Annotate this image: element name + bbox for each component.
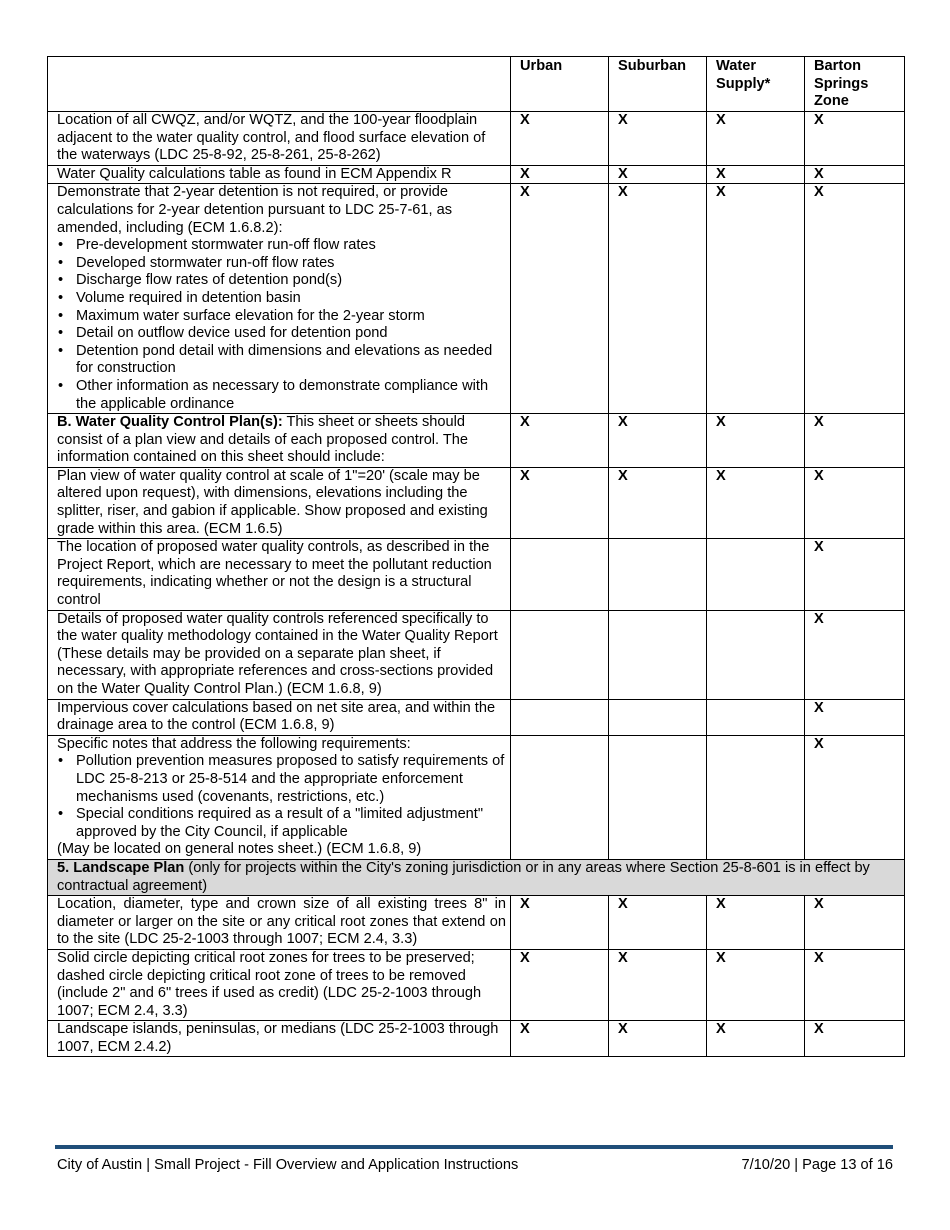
mark-water-supply: X xyxy=(707,165,805,184)
row-description xyxy=(48,414,511,468)
bullet-item: • Detention pond detail with dimensions and elevations as needed for construction xyxy=(76,343,506,378)
mark-barton-springs: X xyxy=(805,896,905,950)
requirements-table xyxy=(47,56,905,1057)
mark-barton-springs: X xyxy=(805,165,905,184)
bullet-item: • Special conditions required as a result of a "limited adjustment" approved by the City Council, if applicable xyxy=(76,806,506,841)
header-barton-springs: Barton Springs Zone xyxy=(805,57,905,112)
header-blank xyxy=(48,57,511,112)
mark-water-supply xyxy=(707,539,805,610)
mark-barton-springs: X xyxy=(805,467,905,538)
mark-water-supply xyxy=(707,699,805,735)
mark-suburban xyxy=(609,735,707,859)
section-title: 5. Landscape Plan xyxy=(57,859,185,876)
row-note: (May be located on general notes sheet.) (ECM 1.6.8, 9) xyxy=(57,841,422,858)
row-description: Location of all CWQZ, and/or WQTZ, and the 100-year floodplain adjacent to the water quality control, and flood surface elevation of the waterways (LDC 25-8-92, 25-8-261, 25-8-262) xyxy=(48,112,511,166)
row-description: Solid circle depicting critical root zones for trees to be preserved; dashed circle depicting critical root zone of trees to be removed (include 2" and 6" trees if used as credit) (LDC 25-2-1003 through 1007; ECM 2.4, 3.3) xyxy=(48,949,511,1020)
mark-urban xyxy=(511,699,609,735)
table-row xyxy=(48,467,905,538)
mark-suburban: X xyxy=(609,949,707,1020)
mark-water-supply: X xyxy=(707,414,805,468)
row-description: Landscape islands, peninsulas, or medians (LDC 25-2-1003 through 1007, ECM 2.4.2) xyxy=(48,1021,511,1057)
mark-urban: X xyxy=(511,414,609,468)
mark-urban: X xyxy=(511,184,609,414)
footer-divider xyxy=(55,1145,893,1149)
table-row xyxy=(48,414,905,468)
header-suburban: Suburban xyxy=(609,57,707,112)
mark-suburban xyxy=(609,610,707,699)
mark-urban: X xyxy=(511,112,609,166)
mark-urban: X xyxy=(511,896,609,950)
mark-barton-springs: X xyxy=(805,1021,905,1057)
footer-document-title: City of Austin | Small Project - Fill Overview and Application Instructions xyxy=(57,1157,519,1173)
mark-barton-springs: X xyxy=(805,112,905,166)
mark-suburban: X xyxy=(609,1021,707,1057)
mark-urban: X xyxy=(511,1021,609,1057)
table-row xyxy=(48,112,905,166)
mark-barton-springs: X xyxy=(805,610,905,699)
bullet-item: • Pre-development stormwater run-off flow rates xyxy=(76,237,506,255)
row-description: Location, diameter, type and crown size of all existing trees 8" in diameter or larger on the site or any critical root zones that extend on to the site (LDC 25-2-1003 through 1007; ECM 2.4, 3.3) xyxy=(48,896,511,950)
table-row xyxy=(48,165,905,184)
mark-barton-springs: X xyxy=(805,699,905,735)
bullet-item: • Developed stormwater run-off flow rates xyxy=(76,255,506,273)
section-row-landscape-plan xyxy=(48,859,905,895)
row-description xyxy=(48,735,511,859)
mark-urban: X xyxy=(511,165,609,184)
mark-barton-springs: X xyxy=(805,735,905,859)
mark-urban xyxy=(511,610,609,699)
mark-urban xyxy=(511,735,609,859)
table-row xyxy=(48,896,905,950)
bullet-item: • Detail on outflow device used for detention pond xyxy=(76,325,506,343)
row-description: Plan view of water quality control at scale of 1"=20' (scale may be altered upon request), with dimensions, elevations including the splitter, riser, and gabion if applicable. Show proposed and existing grade within this area. (ECM 1.6.5) xyxy=(48,467,511,538)
mark-barton-springs: X xyxy=(805,539,905,610)
row-description: Details of proposed water quality controls referenced specifically to the water quality methodology contained in the Water Quality Report (These details may be provided on a separate plan sheet, if necessary, with appropriate references and cross-sections provided on the Water Quality Control Plan.) (ECM 1.6.8, 9) xyxy=(48,610,511,699)
mark-suburban xyxy=(609,699,707,735)
mark-water-supply: X xyxy=(707,949,805,1020)
header-urban: Urban xyxy=(511,57,609,112)
section-subtitle: (only for projects within the City's zoning jurisdiction or in any areas where Section 25-8-601 is in effect by contractual agreement) xyxy=(57,859,870,894)
table-row xyxy=(48,184,905,414)
header-row xyxy=(48,57,905,112)
row-description: Water Quality calculations table as found in ECM Appendix R xyxy=(48,165,511,184)
table-row xyxy=(48,949,905,1020)
mark-water-supply: X xyxy=(707,112,805,166)
section-heading xyxy=(48,859,905,895)
row-intro: Demonstrate that 2-year detention is not required, or provide calculations for 2-year detention pursuant to LDC 25-7-61, as amended, including (ECM 1.6.8.2): xyxy=(57,184,453,236)
mark-suburban: X xyxy=(609,165,707,184)
mark-barton-springs: X xyxy=(805,949,905,1020)
mark-water-supply: X xyxy=(707,184,805,414)
mark-water-supply: X xyxy=(707,896,805,950)
mark-suburban xyxy=(609,539,707,610)
subsection-text: This sheet or sheets should consist of a plan view and details of each proposed control. The information contained on this sheet should include: xyxy=(57,414,469,466)
row-description: The location of proposed water quality controls, as described in the Project Report, which are necessary to meet the pollutant reduction requirements, indicating whether or not the design is a structural control xyxy=(48,539,511,610)
table-row xyxy=(48,610,905,699)
mark-suburban: X xyxy=(609,414,707,468)
bullet-item: • Discharge flow rates of detention pond(s) xyxy=(76,272,506,290)
row-description: Impervious cover calculations based on net site area, and within the drainage area to the control (ECM 1.6.8, 9) xyxy=(48,699,511,735)
mark-water-supply: X xyxy=(707,467,805,538)
mark-urban xyxy=(511,539,609,610)
bullet-list xyxy=(57,753,506,841)
table-row xyxy=(48,1021,905,1057)
table-row xyxy=(48,539,905,610)
bullet-item: • Volume required in detention basin xyxy=(76,290,506,308)
bullet-item: • Maximum water surface elevation for the 2-year storm xyxy=(76,308,506,326)
subsection-title: B. Water Quality Control Plan(s): xyxy=(57,414,283,431)
table-row xyxy=(48,699,905,735)
mark-urban: X xyxy=(511,467,609,538)
mark-suburban: X xyxy=(609,896,707,950)
mark-suburban: X xyxy=(609,184,707,414)
mark-water-supply xyxy=(707,610,805,699)
header-water-supply: Water Supply* xyxy=(707,57,805,112)
row-description xyxy=(48,184,511,414)
bullet-item: • Pollution prevention measures proposed to satisfy requirements of LDC 25-8-213 or 25-8-514 and the appropriate enforcement mechanisms used (covenants, restrictions, etc.) xyxy=(76,753,506,806)
mark-barton-springs: X xyxy=(805,414,905,468)
footer-date-page: 7/10/20 | Page 13 of 16 xyxy=(741,1157,893,1173)
bullet-list xyxy=(57,237,506,413)
table-row xyxy=(48,735,905,859)
row-intro: Specific notes that address the following requirements: xyxy=(57,735,411,752)
mark-urban: X xyxy=(511,949,609,1020)
mark-barton-springs: X xyxy=(805,184,905,414)
bullet-item: • Other information as necessary to demonstrate compliance with the applicable ordinance xyxy=(76,378,506,413)
mark-suburban: X xyxy=(609,467,707,538)
mark-water-supply xyxy=(707,735,805,859)
mark-water-supply: X xyxy=(707,1021,805,1057)
mark-suburban: X xyxy=(609,112,707,166)
